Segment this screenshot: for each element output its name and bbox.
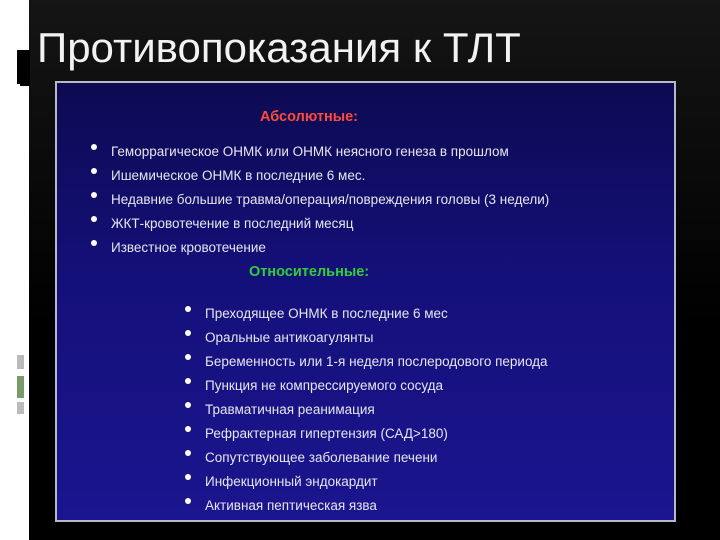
list-item-text: Преходящее ОНМК в последние 6 мес [205,306,448,321]
list-item [185,350,548,374]
list-item-text: ЖКТ-кровотечение в последний месяц [111,216,354,231]
bullet-icon [91,216,97,222]
list-item [185,422,548,446]
absolute-heading: Абсолютные: [260,109,358,125]
list-item-text: Известное кровотечение [111,240,266,255]
absolute-list [91,140,549,260]
list-item-text: Сопутствующее заболевание печени [205,450,438,465]
list-item [91,188,549,212]
list-item-text: Травматичная реанимация [205,402,375,417]
bullet-icon [185,402,191,408]
list-item [91,140,549,164]
list-item-text: Активная пептическая язва [205,498,377,513]
list-item [185,326,548,350]
list-item-text: Ишемическое ОНМК в последние 6 мес. [111,168,366,183]
bullet-icon [91,144,97,150]
relative-list [185,302,548,518]
list-item-text: Оральные антикоагулянты [205,330,374,345]
slide-title: Противопоказания к ТЛТ [37,24,521,71]
list-item [185,374,548,398]
bullet-icon [185,378,191,384]
bullet-icon [185,354,191,360]
list-item-text: Беременность или 1-я неделя послеродового периода [205,354,548,369]
list-item-text: Недавние большие травма/операция/повреждения головы (3 недели) [111,192,550,207]
side-decoration-tick [17,402,24,414]
list-item-text: Рефрактерная гипертензия (САД>180) [205,426,448,441]
list-item-text: Пункция не компрессируемого сосуда [205,378,444,393]
bullet-icon [185,306,191,312]
list-item-text: Инфекционный эндокардит [205,474,378,489]
bullet-icon [91,240,97,246]
bullet-icon [185,330,191,336]
list-item [185,446,548,470]
bullet-icon [185,474,191,480]
relative-heading: Относительные: [249,264,370,280]
content-panel [55,81,676,522]
list-item [91,212,549,236]
side-decoration-tick [17,355,24,369]
side-decoration-tick-green [17,376,24,398]
list-item [185,398,548,422]
list-item [91,164,549,188]
bullet-icon [185,426,191,432]
list-item [185,302,548,326]
bullet-icon [91,168,97,174]
list-item [91,236,549,260]
list-item [185,470,548,494]
bullet-icon [185,450,191,456]
list-item-text: Геморрагическое ОНМК или ОНМК неясного генеза в прошлом [111,144,509,159]
bullet-icon [185,498,191,504]
list-item [185,494,548,518]
bullet-icon [91,192,97,198]
title-decoration-mark [17,50,24,84]
